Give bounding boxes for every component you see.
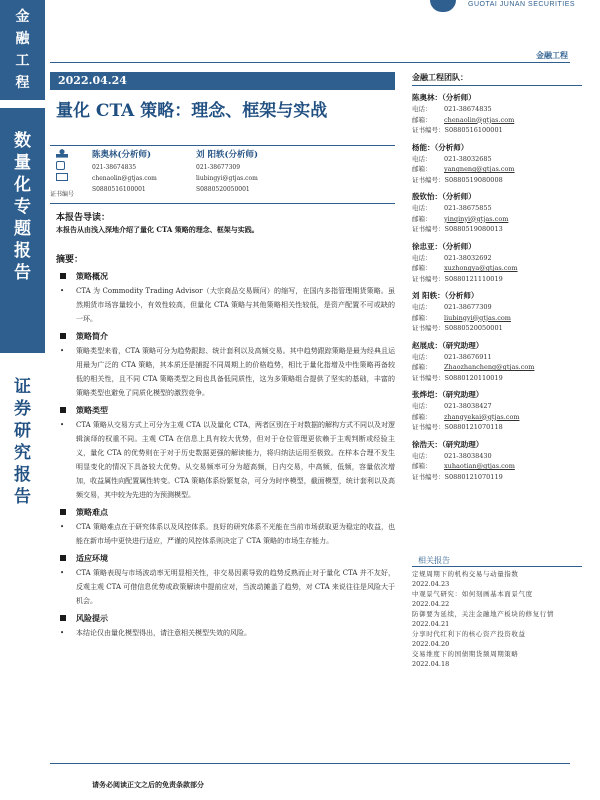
member-phone: 021-38038430 [444, 451, 492, 460]
author-icons [56, 149, 76, 184]
section-environment [60, 550, 395, 608]
dot-bullet-icon: • [60, 523, 65, 531]
related-item-date: 2022.04.20 [412, 639, 450, 648]
cert-label: 证书编号： [412, 373, 445, 382]
report-title: 量化 CTA 策略：理念、框架与实战 [56, 101, 328, 121]
summary-body [60, 266, 395, 641]
square-bullet-icon [60, 273, 66, 279]
member-name: 刘 阳轶：（分析师） [412, 291, 479, 300]
member-cert: S0880121070119 [444, 472, 503, 481]
related-item-title[interactable]: 交易维度下的国债期货频周期策略 [412, 650, 519, 658]
related-item-title[interactable]: 中观景气研究：如何刻画基本面景气度 [412, 590, 533, 598]
section-heading: 策略类型 [76, 404, 108, 415]
related-title: 相关报告 [412, 554, 582, 567]
member-cert: S0880516100001 [444, 126, 503, 134]
related-item-date: 2022.04.18 [412, 659, 450, 668]
team-member [412, 389, 582, 433]
team-member [412, 439, 582, 483]
author-divider-bottom [50, 203, 395, 204]
section-heading: 策略简介 [76, 330, 108, 341]
phone-label: 电话： [412, 303, 432, 311]
mail-icon [56, 173, 68, 181]
phone-label: 电话： [412, 402, 432, 410]
member-email[interactable]: Zhaozhancheng@gtjas.com [444, 363, 535, 371]
related-item[interactable] [412, 570, 582, 589]
logo-text: GUOTAI JUNAN SECURITIES [468, 1, 576, 8]
related-item-title[interactable]: 防御要为延续，关注金融地产板块的修复行情 [412, 610, 554, 618]
related-item[interactable] [412, 610, 582, 629]
dot-bullet-icon: • [60, 569, 65, 577]
author-cert: S0880516100001 [92, 186, 146, 193]
section-paragraph: 策略类型来看，CTA 策略可分为趋势跟踪、统计套利以及高频交易。其中趋势跟踪策略是最为经典且运用最为广泛的 CTA 策略，其本质还是捕捉不同周期上的价格趋势，相比于量化指增及中性策略再备较低的相关性，且不同 CTA 策略类型之间也具备低同质性，这为多策略组合提供了坚实的基础，丰富的策略类型也避免了同质化模型的激烈竞争。 [76, 347, 395, 397]
member-cert: S0880120110019 [444, 373, 503, 382]
section-intro [60, 328, 395, 400]
section-heading: 策略难点 [76, 506, 108, 517]
logo-globe-icon [430, 0, 456, 12]
member-name: 陈奥林：（分析师） [412, 93, 476, 102]
author-phone: 021-38674835 [92, 164, 137, 171]
phone-icon [56, 161, 65, 170]
related-item-title[interactable]: 定规周期下的机构交易与动量指数 [412, 570, 519, 578]
author-email[interactable]: liubingyi@gtjas.com [196, 175, 258, 182]
phone-label: 电话： [412, 352, 432, 361]
dot-bullet-icon: • [60, 287, 65, 295]
related-item[interactable] [412, 650, 582, 669]
team-panel [412, 72, 582, 488]
footer-disclaimer: 请务必阅读正文之后的免责条款部分 [92, 780, 204, 789]
member-phone: 021-38032685 [444, 154, 492, 163]
email-label: 邮箱： [412, 313, 432, 322]
section-difficulties [60, 504, 395, 548]
team-member [412, 290, 582, 334]
square-bullet-icon [60, 615, 66, 621]
member-email[interactable]: yinqinyi@gtjas.com [444, 214, 509, 223]
person-icon [56, 149, 68, 158]
team-member [412, 92, 582, 136]
email-label: 邮箱： [412, 115, 432, 124]
related-item-date: 2022.04.21 [412, 619, 450, 628]
section-paragraph: 本结论仅由量化模型得出，请注意相关模型失效的风险。 [76, 629, 251, 637]
email-label: 邮箱： [412, 214, 432, 223]
member-name: 徐浩天：（研究助理） [412, 439, 484, 449]
member-cert: S0880121110019 [444, 274, 503, 283]
email-label: 邮箱： [412, 165, 432, 173]
member-phone: 021-38674835 [444, 105, 492, 113]
cert-label: 证书编号： [412, 175, 445, 184]
cert-label: 证书编号： [412, 423, 445, 431]
section-risk [60, 610, 395, 640]
team-member [412, 340, 582, 384]
member-name: 杨能：（分析师） [412, 142, 469, 152]
email-label: 邮箱： [412, 264, 432, 272]
report-type: 金融工程 [536, 50, 568, 60]
square-bullet-icon [60, 509, 66, 515]
related-item-date: 2022.04.23 [412, 579, 450, 588]
member-email[interactable]: liubingyi@gtjas.com [444, 313, 511, 322]
cert-label: 证书编号 [50, 191, 75, 198]
phone-label: 电话： [412, 451, 432, 460]
email-label: 邮箱： [412, 462, 432, 470]
team-member [412, 142, 582, 186]
author-cert: S0880520050001 [196, 186, 250, 193]
dot-bullet-icon: • [60, 421, 65, 429]
section-heading: 策略概况 [76, 270, 108, 281]
phone-label: 电话： [412, 105, 432, 113]
email-label: 邮箱： [412, 412, 432, 421]
member-cert: S0880520050001 [444, 324, 503, 332]
author-phone: 021-38677309 [196, 164, 241, 171]
cert-label: 证书编号： [412, 324, 445, 332]
section-paragraph: CTA 为 Commodity Trading Advisor（大宗商品交易顾问）的缩写，在国内多指管理期货策略。虽然期货市场容量较小，有效性较高，但量化 CTA 策略与其他策略相关性较低，是资产配置不可或缺的一环。 [76, 287, 395, 323]
report-date: 2022.04.24 [50, 72, 395, 90]
member-name: 张烨垲：（研究助理） [412, 390, 484, 399]
member-email[interactable]: yangneng@gtjas.com [444, 165, 515, 173]
square-bullet-icon [60, 407, 66, 413]
phone-label: 电话： [412, 154, 432, 163]
member-email[interactable]: chenaolin@gtjas.com [444, 115, 515, 124]
phone-label: 电话： [412, 204, 432, 212]
section-heading: 适应环境 [76, 552, 108, 563]
related-item-date: 2022.04.22 [412, 599, 450, 608]
member-email[interactable]: xuzhongya@gtjas.com [444, 264, 518, 272]
related-item-title[interactable]: 分享时代红利下的核心资产投资收益 [412, 630, 526, 638]
side-label-quant-report: 数 量 化 专 题 报 告 [0, 108, 45, 353]
author-divider-top [50, 145, 395, 146]
member-name: 徐忠亚：（分析师） [412, 241, 476, 251]
side-label-research-report: 证 券 研 究 报 告 [0, 360, 45, 800]
member-phone: 021-38038427 [444, 402, 492, 410]
square-bullet-icon [60, 555, 66, 561]
related-item[interactable] [412, 590, 582, 609]
footer-divider [50, 763, 570, 764]
guide-title: 本报告导读： [56, 213, 111, 223]
header-divider [50, 62, 570, 63]
summary-title: 摘要： [56, 255, 84, 265]
section-heading: 风险提示 [76, 612, 108, 623]
member-name: 赵展成：（研究助理） [412, 340, 484, 350]
team-member [412, 191, 582, 235]
team-member [412, 241, 582, 285]
author-email[interactable]: chenaolin@gtjas.com [92, 175, 157, 182]
author-2 [196, 149, 258, 195]
square-bullet-icon [60, 333, 66, 339]
author-name: 陈奥林(分析师) [92, 150, 152, 160]
section-paragraph: CTA 策略表现与市场波动率无明显相关性，非交易因素导致的趋势反熟而止对于量化 CTA 并不友好，反观主观 CTA 可借信息优势或政策解读中提前应对，当波动摊盖了趋势，对 CTA 来说往往是风险大于机会。 [76, 569, 395, 605]
member-phone: 021-38675855 [444, 204, 492, 212]
author-1 [92, 149, 157, 195]
member-email[interactable]: xuhaotian@gtjas.com [444, 462, 515, 470]
side-banner [0, 0, 45, 800]
member-phone: 021-38676911 [444, 352, 492, 361]
member-phone: 021-38032692 [444, 253, 492, 262]
member-cert: S0880519080013 [444, 225, 503, 233]
member-email[interactable]: zhangyekai@gtjas.com [444, 412, 520, 421]
section-overview [60, 268, 395, 326]
section-paragraph: CTA 策略难点在于研究体系以及风控体系。良好的研究体系不光能在当前市场获取更为稳定的收益，也能在新市场中更快进行适应，严谨的风控体系则决定了 CTA 策略的市场生存能力。 [76, 523, 395, 545]
guide-text: 本报告从由浅入深地介绍了量化 CTA 策略的理念、框架与实践。 [56, 225, 259, 234]
cert-label: 证书编号： [412, 274, 445, 283]
cert-label: 证书编号： [412, 126, 445, 134]
author-name: 刘 阳轶(分析师) [196, 150, 259, 160]
cert-label: 证书编号： [412, 472, 445, 481]
cert-label: 证书编号： [412, 225, 445, 233]
member-cert: S0880121070118 [444, 423, 503, 431]
email-label: 邮箱： [412, 363, 432, 371]
team-title: 金融工程团队： [412, 72, 582, 86]
related-reports [412, 554, 582, 670]
related-item[interactable] [412, 630, 582, 649]
phone-label: 电话： [412, 253, 432, 262]
member-phone: 021-38677309 [444, 303, 492, 311]
member-cert: S0880519080008 [444, 175, 503, 184]
dot-bullet-icon: • [60, 629, 65, 637]
dot-bullet-icon: • [60, 347, 65, 355]
company-logo [410, 0, 600, 18]
side-label-finance-eng: 金 融 工 程 [0, 0, 45, 100]
section-paragraph: CTA 策略从交易方式上可分为主观 CTA 以及量化 CTA，两者区别在于对数据的解构方式不同以及对逻辑演绎的权重不同。主观 CTA 在信息上具有较大优势，但对于仓位管理更依赖于主观判断或经验主义，量化 CTA 的优势则在于对于历史数据更强的解读能力，将归纳法运用至极致。在样本合理不发生明显变化的情况下具备较大优势。从交易频率可分为超高频，日内交易，中高频，低频，容量依次增加，收益属性向配置属性转变。CTA 策略体系纷繁复杂，可分为时序模型，截面模型，统计套利以及高频交易，其中较为先进的为预测模型。 [76, 421, 395, 499]
member-name: 殷钦怡：（分析师） [412, 192, 476, 201]
section-types [60, 402, 395, 502]
